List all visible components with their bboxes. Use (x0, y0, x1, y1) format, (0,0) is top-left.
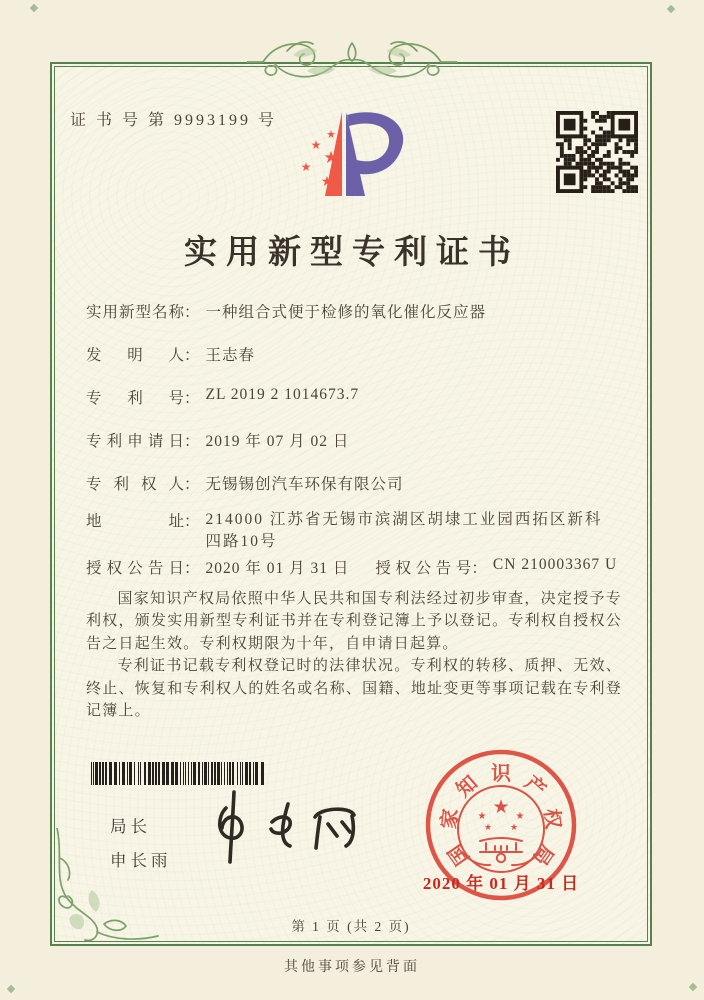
certificate-number: 证 书 号 第 9993199 号 (70, 112, 278, 129)
svg-text:★: ★ (326, 128, 336, 141)
field-patentee (86, 472, 620, 494)
svg-text:★: ★ (515, 811, 525, 822)
page-number: 第 1 页 (共 2 页) (291, 919, 411, 934)
seal-date: 2020 年 01 月 31 日 (422, 874, 580, 893)
field-label: 授权公告号 (375, 560, 472, 577)
svg-text:识: 识 (491, 763, 511, 785)
field-grant-number (375, 556, 617, 578)
cnipa-patent-logo-icon (281, 100, 415, 204)
svg-text:★: ★ (300, 160, 312, 174)
field-label: 实用新型名称 (86, 304, 184, 321)
svg-text:★: ★ (483, 823, 493, 833)
legal-paragraph: 专利证书记载专利权登记时的法律状况。专利权的转移、质押、无效、终止、恢复和专利权人的姓名或名称、国籍、地址变更等事项记载在专利登记簿上。 (86, 658, 622, 720)
svg-text:★: ★ (323, 148, 339, 168)
svg-text:知: 知 (452, 771, 482, 802)
svg-text:局: 局 (528, 839, 558, 869)
field-label: 专利权人 (86, 476, 184, 493)
field-label: 专利申请日 (86, 433, 184, 450)
colon: ： (184, 304, 200, 321)
colon: ： (184, 347, 200, 364)
field-value: 214000 江苏省无锡市滨湖区胡埭工业园西拓区新科四路10号 (205, 511, 603, 550)
corner-mark-icon (7, 985, 15, 993)
field-value: 2020 年 01 月 31 日 (205, 560, 350, 577)
barcode-icon (90, 762, 268, 785)
legal-paragraph: 国家知识产权局依照中华人民共和国专利法经过初步审查，决定授予专利权，颁发实用新型专利证书并在专利登记簿上予以登记。专利权自授权公告之日起生效。专利权期限为十年，自申请日起算。 (86, 591, 622, 652)
field-label: 发明人 (86, 347, 184, 364)
field-value: 2019 年 07 月 02 日 (205, 433, 350, 450)
field-patent-number (86, 386, 620, 408)
qr-code-icon (556, 111, 638, 193)
corner-mark-icon (667, 5, 675, 13)
colon: ： (184, 513, 200, 530)
director-signature-icon (200, 786, 365, 868)
field-label: 专利号 (86, 390, 184, 407)
field-inventor (86, 343, 620, 365)
corner-mark-icon (689, 983, 697, 991)
field-grant-row (86, 556, 620, 578)
svg-text:国: 国 (444, 839, 474, 869)
colon: ： (471, 560, 487, 577)
colon: ： (184, 433, 200, 450)
svg-text:★: ★ (509, 823, 519, 833)
field-grant-date (86, 556, 349, 578)
top-flourish-ornament-icon (247, 33, 457, 91)
director-name: 申长雨 (110, 851, 172, 870)
director-title: 局长 (110, 817, 151, 836)
field-value: ZL 2019 2 1014673.7 (205, 386, 360, 403)
field-filing-date (86, 429, 620, 451)
field-value: 无锡锡创汽车环保有限公司 (205, 476, 404, 493)
field-utility-model-name (86, 300, 620, 322)
field-value: CN 210003367 U (492, 556, 618, 573)
colon: ： (184, 390, 200, 407)
svg-text:★: ★ (477, 811, 487, 822)
svg-text:★: ★ (492, 796, 510, 818)
field-value: 王志春 (205, 347, 256, 364)
corner-mark-icon (30, 4, 38, 12)
field-address (86, 509, 620, 553)
back-side-note: 其他事项参见背面 (284, 960, 420, 975)
field-value: 一种组合式便于检修的氧化催化反应器 (205, 304, 487, 321)
svg-text:权: 权 (539, 807, 564, 831)
svg-text:家: 家 (438, 807, 463, 831)
certificate-title: 实用新型专利证书 (184, 235, 520, 271)
legal-text (86, 588, 622, 722)
svg-text:★: ★ (320, 174, 334, 190)
svg-text:★: ★ (310, 138, 322, 152)
field-label: 地址 (86, 513, 184, 530)
colon: ： (184, 476, 200, 493)
svg-text:产: 产 (520, 771, 550, 802)
field-label: 授权公告日 (86, 560, 184, 577)
colon: ： (184, 560, 200, 577)
